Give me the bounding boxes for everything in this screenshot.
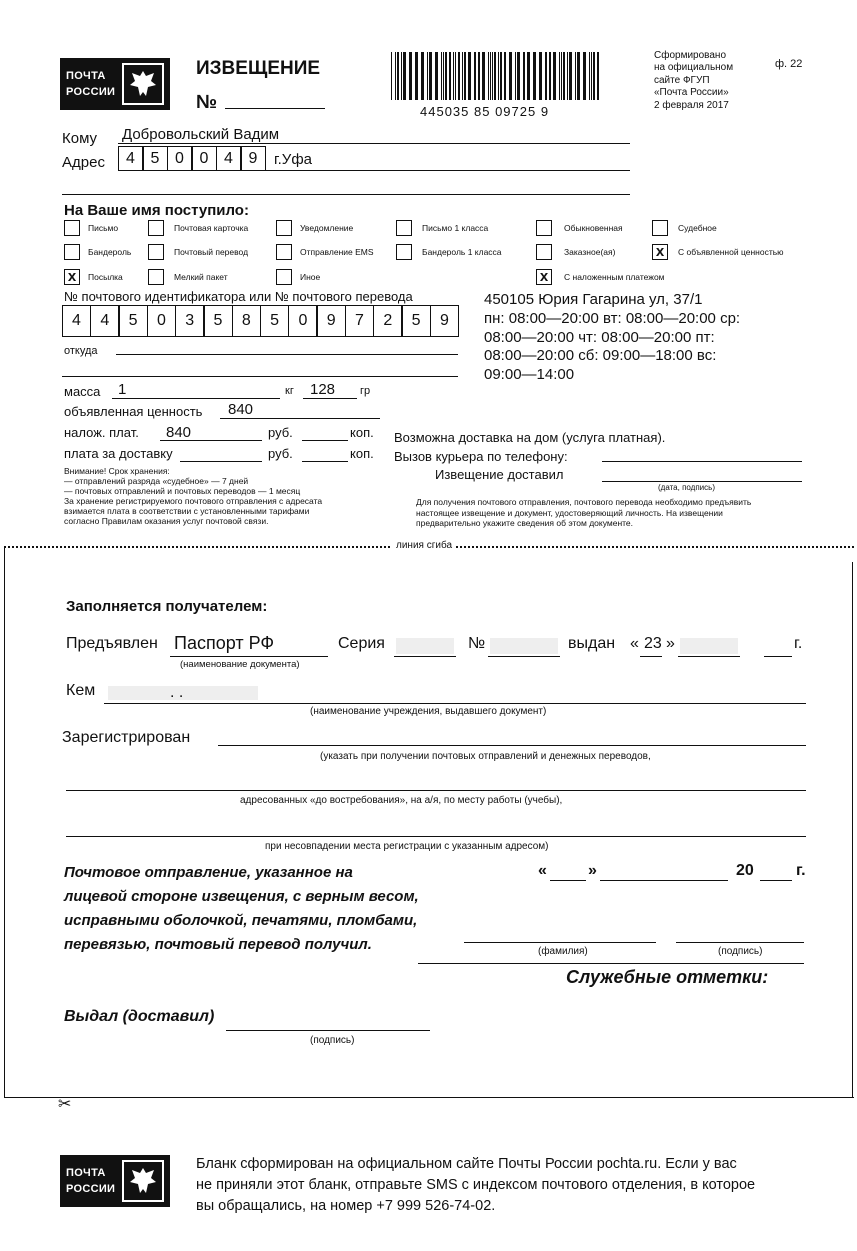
right-border xyxy=(852,562,853,1098)
mass-g: 128 xyxy=(310,381,336,398)
item-type-checkbox[interactable] xyxy=(536,244,552,260)
issued-by-line xyxy=(226,1030,430,1031)
barcode-bar xyxy=(445,52,447,100)
address-line-2 xyxy=(62,194,630,195)
tracking-digit-cell: 9 xyxy=(430,305,459,337)
generated-line: Сформировано xyxy=(654,50,727,61)
tracking-digit-cell: 7 xyxy=(345,305,374,337)
barcode-bar xyxy=(597,52,599,100)
registered-line-3 xyxy=(66,836,806,837)
issued-by-label: Выдал (доставил) xyxy=(64,1008,215,1025)
item-type-label: Мелкий пакет xyxy=(174,272,228,282)
barcode-bar xyxy=(523,52,525,100)
barcode-bar xyxy=(591,52,592,100)
declared-value: 840 xyxy=(228,401,254,418)
address-city: г.Уфа xyxy=(274,151,313,168)
footer-logo-line-1: ПОЧТА xyxy=(66,1167,106,1179)
item-type-label: Отправление EMS xyxy=(300,247,374,257)
item-type-checkbox[interactable] xyxy=(396,220,412,236)
storage-note-line: За хранение регистрируемого почтового отправления с адресата xyxy=(64,496,323,506)
barcode-bar xyxy=(453,52,454,100)
footer-text-line: не приняли этот бланк, отправьте SMS с индексом почтового отделения, в которое xyxy=(196,1177,756,1193)
recipient-name: Добровольский Вадим xyxy=(122,126,280,143)
barcode-bar xyxy=(482,52,485,100)
date-day-line xyxy=(550,880,586,881)
item-type-checkbox[interactable] xyxy=(148,244,164,260)
item-type-label: Бандероль 1 класса xyxy=(422,247,502,257)
tracking-digit-cell: 4 xyxy=(90,305,119,337)
barcode-bar xyxy=(449,52,451,100)
issued-month-line xyxy=(678,656,740,657)
generated-line: 2 февраля 2017 xyxy=(654,99,729,111)
registered-hint-2: адресованных «до востребования», на а/я, по месту работы (учебы), xyxy=(240,795,563,806)
service-marks-label: Служебные отметки: xyxy=(566,967,769,987)
notice-delivered-line xyxy=(602,481,802,482)
barcode-bar xyxy=(577,52,580,100)
issued-open-quote: « xyxy=(630,635,639,652)
item-type-label: Почтовая карточка xyxy=(174,223,249,233)
from-label: откуда xyxy=(64,345,98,357)
item-type-checkbox[interactable] xyxy=(64,244,80,260)
barcode-bar xyxy=(490,52,491,100)
hours-line: 08:00—20:00 сб: 09:00—18:00 вс: xyxy=(484,347,717,364)
barcode-bar xyxy=(441,52,442,100)
receiver-section-heading: Заполняется получателем: xyxy=(66,598,268,615)
receiver-signature-line xyxy=(676,942,804,943)
cod-value: 840 xyxy=(166,424,192,441)
item-type-label: С наложенным платежом xyxy=(564,272,665,282)
post-office-hours xyxy=(484,310,740,384)
barcode-bar xyxy=(468,52,471,100)
barcode-bar xyxy=(545,52,547,100)
id-note xyxy=(416,497,751,529)
id-note-line: настоящее извещение и документ, удостоверяющий личность. На извещении xyxy=(416,507,723,518)
presented-label: Предъявлен xyxy=(66,635,158,652)
barcode-bar xyxy=(563,52,565,100)
mass-kg-line xyxy=(112,398,280,399)
to-line xyxy=(118,143,630,144)
g-unit: гр xyxy=(360,385,371,397)
footer-logo-line-2: РОССИИ xyxy=(66,1183,116,1195)
footer-text xyxy=(196,1154,755,1217)
redacted-doc-number xyxy=(490,638,558,654)
hours-line: 09:00—14:00 xyxy=(484,365,575,383)
item-type-label: Заказное(ая) xyxy=(564,247,616,257)
receipt-statement-line: перевязью, почтовый перевод получил. xyxy=(64,936,372,953)
barcode-bar xyxy=(443,52,444,100)
tracking-digit-cell: 5 xyxy=(402,305,431,337)
barcode-bar xyxy=(415,52,418,100)
barcode-bar xyxy=(569,52,572,100)
barcode-bar xyxy=(429,52,432,100)
barcode-bar xyxy=(474,52,476,100)
item-type-label: Почтовый перевод xyxy=(174,247,249,257)
issued-close-quote: » xyxy=(666,635,675,652)
zip-digit-cell: 4 xyxy=(216,146,241,171)
tracking-digit-cell: 5 xyxy=(119,305,148,337)
tracking-digit-cell: 2 xyxy=(373,305,402,337)
cod-label: налож. плат. xyxy=(64,425,139,440)
barcode-bar xyxy=(409,52,412,100)
barcode xyxy=(389,52,605,102)
footer-russian-post-logo xyxy=(60,1155,170,1207)
generated-info xyxy=(654,50,733,112)
barcode-bar xyxy=(553,52,556,100)
item-type-label: Иное xyxy=(300,272,321,282)
barcode-bar xyxy=(403,52,406,100)
issued-label: выдан xyxy=(568,635,616,652)
barcode-bar xyxy=(498,52,499,100)
item-type-label: Письмо 1 класса xyxy=(422,223,489,233)
footer-text-line: вы обращались, на номер +7 999 526-74-02. xyxy=(196,1198,496,1214)
notice-number-label: № xyxy=(196,92,218,113)
barcode-bar xyxy=(504,52,506,100)
barcode-bar xyxy=(517,52,520,100)
barcode-bar xyxy=(593,52,595,100)
series-label: Серия xyxy=(338,635,385,652)
mass-kg: 1 xyxy=(118,381,127,398)
item-type-label: Посылка xyxy=(88,272,123,282)
item-type-checkbox[interactable] xyxy=(536,220,552,236)
item-type-checkbox[interactable] xyxy=(652,220,668,236)
tracking-digit-cell: 8 xyxy=(232,305,261,337)
delivery-fee-label: плата за доставку xyxy=(64,446,173,461)
fold-line-label: линия сгиба xyxy=(392,540,456,551)
doc-number-label: № xyxy=(468,635,486,652)
barcode-bar xyxy=(494,52,496,100)
zip-digit-cell: 0 xyxy=(167,146,192,171)
document-name: Паспорт РФ xyxy=(174,633,275,653)
date-year-line xyxy=(760,880,792,881)
surname-hint: (фамилия) xyxy=(538,946,588,957)
storage-note-line: — почтовых отправлений и почтовых переводов — 1 месяц xyxy=(64,486,301,496)
post-office-address: 450105 Юрия Гагарина ул, 37/1 xyxy=(484,291,703,308)
generated-line: «Почта России» xyxy=(654,87,729,99)
document-line xyxy=(170,656,328,657)
address-label: Адрес xyxy=(62,154,105,171)
cod-kop-unit: коп. xyxy=(350,425,374,440)
barcode-bar xyxy=(397,52,399,100)
cod-rub-unit: руб. xyxy=(268,425,293,440)
generated-line: на официальном xyxy=(654,62,734,74)
barcode-bar xyxy=(549,52,551,100)
fee-kop-line xyxy=(302,461,348,462)
date-open-quote: « xyxy=(538,862,547,879)
barcode-bar xyxy=(458,52,460,100)
date-close-quote: » xyxy=(588,862,597,879)
registered-hint-3: при несовпадении места регистрации с указанным адресом) xyxy=(265,841,549,852)
storage-note-line: согласно Правилам оказания услуг почтовой связи. xyxy=(64,516,269,526)
fee-kop-unit: коп. xyxy=(350,446,374,461)
barcode-bar xyxy=(575,52,576,100)
cod-kop-line xyxy=(302,440,348,441)
barcode-bar xyxy=(561,52,562,100)
hours-line: 08:00—20:00 чт: 08:00—20:00 пт: xyxy=(484,328,715,346)
item-type-checkbox[interactable]: x xyxy=(652,244,668,260)
issued-day-line xyxy=(640,656,662,657)
issued-year-line xyxy=(764,656,792,657)
service-marks-line xyxy=(418,963,804,964)
receiver-signature-hint: (подпись) xyxy=(718,946,763,957)
item-type-checkbox[interactable]: x xyxy=(536,269,552,285)
receipt-statement-line: Почтовое отправление, указанное на xyxy=(64,864,353,881)
footer-text-line: Бланк сформирован на официальном сайте Почты России pochta.ru. Если у вас xyxy=(196,1156,737,1172)
item-type-checkbox[interactable] xyxy=(276,220,292,236)
barcode-bar xyxy=(527,52,530,100)
surname-line xyxy=(464,942,656,943)
id-note-line: предварительно укажите сведения об этом документе. xyxy=(416,518,634,528)
tracking-digit-cell: 3 xyxy=(175,305,204,337)
logo-line-1: ПОЧТА xyxy=(66,70,106,82)
item-type-checkbox[interactable] xyxy=(148,220,164,236)
registered-label: Зарегистрирован xyxy=(62,729,191,746)
barcode-bar xyxy=(567,52,568,100)
barcode-bar xyxy=(500,52,502,100)
item-type-checkbox[interactable] xyxy=(276,244,292,260)
form-code: ф. 22 xyxy=(775,58,803,70)
date-year-prefix: 20 xyxy=(736,862,754,879)
declared-value-line xyxy=(220,418,380,419)
fee-rub-unit: руб. xyxy=(268,446,293,461)
zip-digit-cell: 9 xyxy=(241,146,266,171)
issued-year-label: г. xyxy=(794,635,803,652)
item-type-label: Судебное xyxy=(678,223,717,233)
item-type-checkbox[interactable]: x xyxy=(64,269,80,285)
kg-unit: кг xyxy=(285,385,294,397)
cut-line xyxy=(4,1097,854,1098)
storage-note-line: Внимание! Срок хранения: xyxy=(64,466,170,476)
tracking-digit-cell: 0 xyxy=(147,305,176,337)
barcode-bar xyxy=(391,52,392,100)
address-line-1 xyxy=(118,170,630,171)
receipt-statement-line: лицевой стороне извещения, с верным весом, xyxy=(64,888,419,905)
barcode-number: 445035 85 09725 9 xyxy=(420,104,550,119)
tracking-digit-cell: 0 xyxy=(288,305,317,337)
barcode-bar xyxy=(427,52,428,100)
tracking-digit-cell: 5 xyxy=(260,305,289,337)
tracking-digit-cell: 9 xyxy=(317,305,346,337)
zip-digit-cell: 5 xyxy=(143,146,168,171)
registered-hint-1: (указать при получении почтовых отправлений и денежных переводов, xyxy=(320,751,651,762)
by-whom-label: Кем xyxy=(66,682,96,699)
item-type-label: Обыкновенная xyxy=(564,223,623,233)
receipt-statement xyxy=(64,861,419,957)
document-hint: (наименование документа) xyxy=(180,659,300,670)
item-types-heading: На Ваше имя поступило: xyxy=(64,202,249,219)
by-whom-partial: . . xyxy=(170,684,184,701)
barcode-bar xyxy=(515,52,516,100)
scissors-icon: ✂ xyxy=(58,1096,72,1113)
zip-digit-cell: 0 xyxy=(192,146,217,171)
eagle-emblem-icon xyxy=(122,63,164,105)
notice-number-line xyxy=(225,108,325,109)
item-type-checkbox[interactable] xyxy=(396,244,412,260)
barcode-bar xyxy=(435,52,438,100)
left-border xyxy=(4,548,5,1098)
zip-digit-cell: 4 xyxy=(118,146,143,171)
storage-note-line: взимается плата в соответствии с установленными тарифами xyxy=(64,506,310,516)
logo-line-2: РОССИИ xyxy=(66,86,116,98)
item-type-label: Бандероль xyxy=(88,247,132,257)
storage-note xyxy=(64,466,322,526)
barcode-bar xyxy=(589,52,590,100)
tracking-digit-cell: 4 xyxy=(62,305,91,337)
mass-g-line xyxy=(303,398,357,399)
barcode-bar xyxy=(533,52,536,100)
barcode-bar xyxy=(395,52,396,100)
courier-phone-line xyxy=(602,461,802,462)
russian-post-logo xyxy=(60,58,170,110)
date-sign-hint: (дата, подпись) xyxy=(658,483,715,492)
mass-label: масса xyxy=(64,384,101,399)
barcode-bar xyxy=(492,52,493,100)
notice-title: ИЗВЕЩЕНИЕ xyxy=(196,58,321,79)
tracking-label: № почтового идентификатора или № почтового перевода xyxy=(64,289,413,304)
item-type-checkbox[interactable] xyxy=(276,269,292,285)
cod-line xyxy=(160,440,262,441)
series-line xyxy=(394,656,456,657)
declared-value-label: объявленная ценность xyxy=(64,404,203,419)
barcode-bar xyxy=(464,52,466,100)
by-whom-line xyxy=(104,703,806,704)
id-note-line: Для получения почтового отправления, почтового перевода необходимо предъявить xyxy=(416,497,752,507)
tracking-digit-cell: 5 xyxy=(204,305,233,337)
from-line xyxy=(116,354,458,355)
date-month-line xyxy=(600,880,728,881)
redacted-issued-month xyxy=(680,638,738,654)
item-type-label: Уведомление xyxy=(300,223,354,233)
storage-note-line: — отправлений разряда «судебное» — 7 дней xyxy=(64,476,249,486)
barcode-bar xyxy=(401,52,402,100)
redacted-series xyxy=(396,638,454,654)
doc-number-line xyxy=(488,656,560,657)
hours-line: пн: 08:00—20:00 вт: 08:00—20:00 ср: xyxy=(484,310,741,327)
item-type-label: С объявленной ценностью xyxy=(678,247,784,257)
barcode-bar xyxy=(421,52,424,100)
footer-eagle-emblem-icon xyxy=(122,1160,164,1202)
barcode-bar xyxy=(539,52,542,100)
registered-line-2 xyxy=(66,790,806,791)
receipt-statement-line: исправными оболочкой, печатями, пломбами, xyxy=(64,912,418,929)
barcode-bar xyxy=(583,52,586,100)
delivery-fee-line xyxy=(180,461,262,462)
home-delivery-note: Возможна доставка на дом (услуга платная). xyxy=(394,430,666,445)
item-type-checkbox[interactable] xyxy=(148,269,164,285)
barcode-bar xyxy=(559,52,560,100)
issued-day: 23 xyxy=(644,635,662,652)
by-whom-hint: (наименование учреждения, выдавшего документ) xyxy=(310,706,547,717)
courier-call-label: Вызов курьера по телефону: xyxy=(394,449,568,464)
barcode-bar xyxy=(455,52,456,100)
barcode-bar xyxy=(462,52,463,100)
generated-line: сайте ФГУП xyxy=(654,74,710,86)
barcode-bar xyxy=(509,52,512,100)
item-type-checkbox[interactable] xyxy=(64,220,80,236)
to-label: Кому xyxy=(62,130,98,147)
registered-line xyxy=(218,745,806,746)
date-year-suffix: г. xyxy=(796,862,806,879)
from-line-2 xyxy=(62,376,458,377)
notice-delivered-label: Извещение доставил xyxy=(435,467,564,482)
barcode-bar xyxy=(478,52,480,100)
barcode-bar xyxy=(488,52,489,100)
item-type-label: Письмо xyxy=(88,223,119,233)
issued-by-hint: (подпись) xyxy=(310,1035,355,1046)
